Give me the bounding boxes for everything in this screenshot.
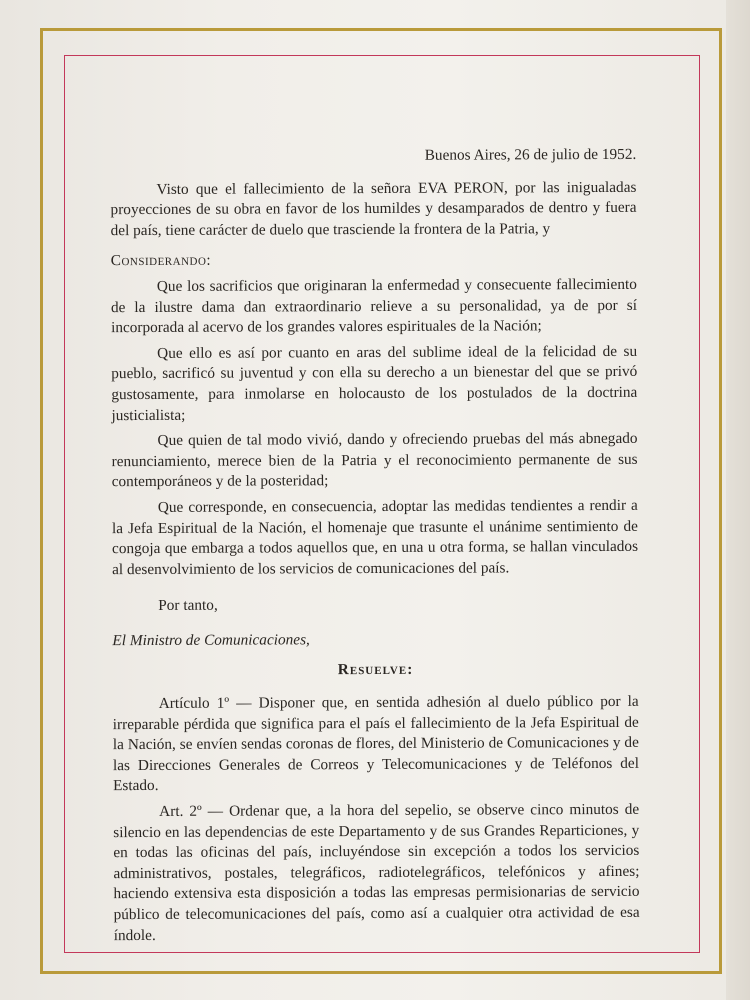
date-line: Buenos Aires, 26 de julio de 1952. xyxy=(424,145,637,164)
por-tanto: Por tanto, xyxy=(158,596,218,615)
articulo-1: Artículo 1º — Disponer que, en sentida adhesión al duelo público por la irreparable pérdida que significa para el país el fallecimiento de la Jefa Espiritual de la Nación, se envíen sendas coronas de flores, del Ministerio de Comunicaciones y de las Direcciones Generales de Correos y Telecomunicaciones y de Teléfonos del Estado. xyxy=(112,692,639,795)
considerando-heading xyxy=(111,249,637,272)
considerando-paragraph: Que ello es así por cuanto en aras del sublime ideal de la felicidad de su pueblo, sacrificó su juventud y con ella su derecho a un bienestar del que se privó gustosamente, para inmolarse en holocausto de los postulados de la doctrina justicialista; xyxy=(111,342,638,424)
considerando-label: Considerando: xyxy=(110,252,212,270)
visto-paragraph: Visto que el fallecimiento de la señora EVA PERON, por las inigualadas proyecciones de su obra en favor de los humildes y desamparados de dentro y fuera del país, tiene carácter de duelo que trasciende la frontera de la Patria, y xyxy=(110,178,637,239)
ministro-line: El Ministro de Comunicaciones, xyxy=(112,631,310,650)
resuelve-heading: Resuelve: xyxy=(337,661,414,679)
page-edge xyxy=(726,0,750,1000)
articulo-2: Art. 2º — Ordenar que, a la hora del sepelio, se observe cinco minutos de silencio en las dependencias de este Departamento y de sus Grandes Reparticiones, y en todas las oficinas del país, incluyéndose sin excepción a todos los servicios administrativos, postales, telegráficos, radiotelegráficos, telefónicos y afines; haciendo extensiva esta disposición a todas las empresas permisionarias de servicio público de telecomunicaciones del país, como así a cualquier otra actividad de esa índole. xyxy=(113,800,640,944)
resolution-text xyxy=(110,145,639,946)
considerando-paragraph: Que quien de tal modo vivió, dando y ofreciendo pruebas del más abnegado renunciamiento, merece bien de la Patria y el reconocimiento permanente de sus contemporáneos y de la posteridad; xyxy=(111,429,638,491)
considerando-paragraph: Que los sacrificios que originaran la enfermedad y consecuente fallecimiento de la ilustre dama dan extraordinario relieve a su personalidad, ya de por sí incorporada al acervo de los grandes valores espirituales de la Nación; xyxy=(110,275,637,337)
considerando-paragraph: Que corresponde, en consecuencia, adoptar las medidas tendientes a rendir a la Jefa Espiritual de la Nación, el homenaje que trasunte el unánime sentimiento de congoja que embarga a todos aquellos que, en una u otra forma, se hallan vinculados al desenvolvimiento de los servicios de comunicaciones del país. xyxy=(111,496,639,578)
